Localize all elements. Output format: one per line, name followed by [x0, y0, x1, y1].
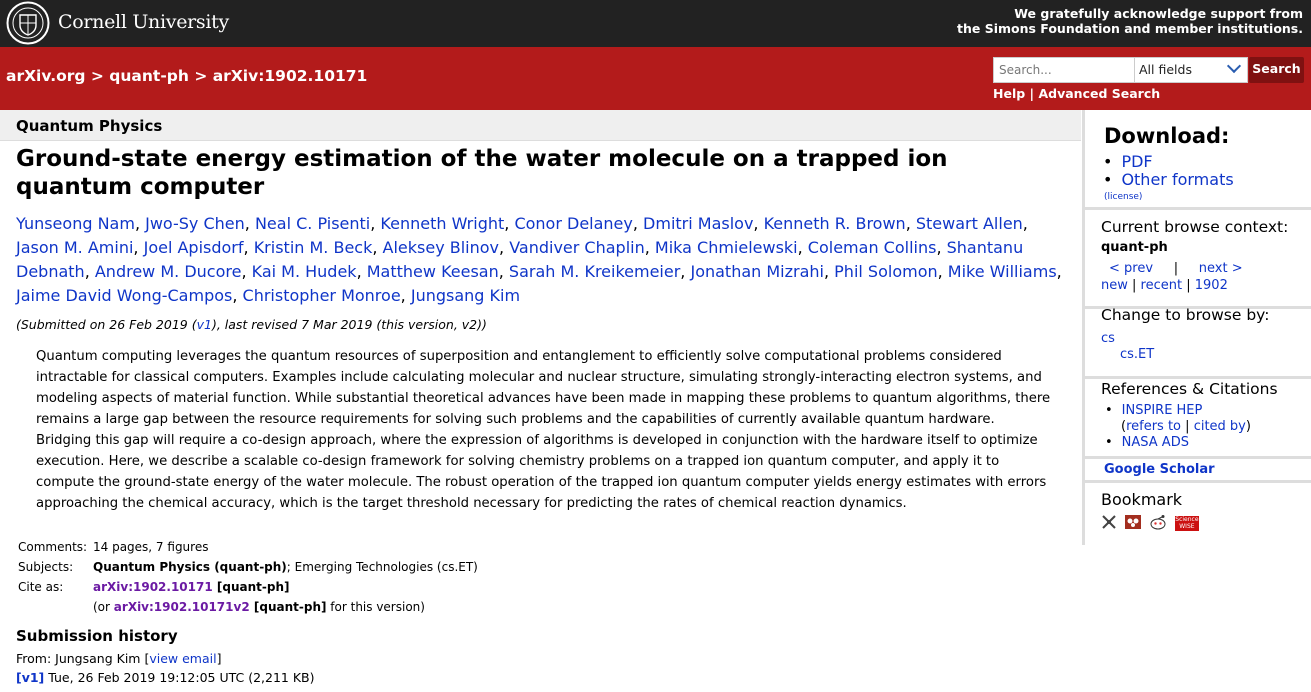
google-scholar-link[interactable]: Google Scholar	[1104, 462, 1215, 477]
metadata-table	[18, 537, 478, 617]
change-browse-title: Change to browse by:	[1101, 306, 1270, 324]
subjects-label: Subjects:	[18, 560, 74, 574]
search-field-value: All fields	[1139, 62, 1192, 77]
author-link[interactable]: Kristin M. Beck	[253, 238, 373, 257]
submission-history-title: Submission history	[16, 627, 178, 645]
sciencewise-icon[interactable]	[1175, 516, 1199, 531]
browse-cs-link[interactable]: cs	[1101, 331, 1115, 346]
breadcrumb	[6, 67, 367, 85]
author-link[interactable]: Jaime David Wong-Campos	[16, 286, 233, 305]
bibsonomy-icon[interactable]	[1101, 514, 1117, 534]
cornell-header	[0, 0, 1311, 47]
subjects-row	[18, 557, 478, 577]
author-link[interactable]: Jungsang Kim	[410, 286, 521, 305]
author-link[interactable]: Phil Solomon	[834, 262, 938, 281]
author-link[interactable]: Jonathan Mizrahi	[690, 262, 824, 281]
reference-sub: (refers to | cited by)	[1121, 419, 1251, 434]
other-subjects: ; Emerging Technologies (cs.ET)	[286, 560, 478, 574]
submitted-pre: (Submitted on 26 Feb 2019 (	[16, 317, 197, 332]
submitter	[16, 651, 221, 666]
author-link[interactable]: Sarah M. Kreikemeier	[508, 262, 681, 281]
author-link[interactable]: Kenneth Wright	[380, 214, 505, 233]
recent-link[interactable]: recent	[1140, 278, 1183, 293]
download-title: Download:	[1104, 124, 1230, 148]
cite-row	[18, 577, 478, 597]
subject-title: Quantum Physics	[16, 117, 163, 135]
extra-services-sidebar	[1082, 110, 1311, 545]
pdf-link[interactable]: PDF	[1121, 152, 1153, 171]
arxiv-header	[0, 47, 1311, 110]
author-link[interactable]: Neal C. Pisenti	[254, 214, 371, 233]
comments-row	[18, 537, 478, 557]
cornell-seal-icon[interactable]	[6, 1, 50, 45]
v1-text: Tue, 26 Feb 2019 19:12:05 UTC (2,211 KB)	[48, 670, 315, 685]
cite-or: (or	[93, 600, 110, 614]
from-post: ]	[216, 651, 222, 666]
browse-cs-et-link[interactable]: cs.ET	[1120, 347, 1155, 362]
breadcrumb-arxiv[interactable]: arXiv.org	[6, 67, 86, 85]
download-item	[1103, 171, 1234, 189]
refers-to-link[interactable]: refers to	[1126, 419, 1182, 434]
nav-sep: |	[1185, 419, 1190, 434]
cite-version-row	[18, 597, 478, 617]
other-formats-link[interactable]: Other formats	[1121, 170, 1234, 189]
author-list: Yunseong Nam, Jwo-Sy Chen, Neal C. Pisenti, Kenneth Wright, Conor Delaney, Dmitri Maslov, Kenneth R. Brown, Stewart Allen, Jason M. Amini, Joel Apisdorf, Kristin M. Beck, Aleksey Blinov, Vandiver Chaplin, Mika Chmielewski, Coleman Collins, Shantanu Debnath, Andrew M. Ducore, Kai M. Hudek, Matthew Keesan, Sarah M. Kreikemeier, Jonathan Mizrahi, Phil Solomon, Mike Williams, Jaime David Wong-Campos, Christopher Monroe, Jungsang Kim	[16, 214, 1062, 305]
breadcrumb-quant-ph[interactable]: quant-ph	[109, 67, 189, 85]
paper-title: Ground-state energy estimation of the water molecule on a trapped ion quantum computer	[16, 146, 948, 200]
bookmark-icons	[1101, 513, 1202, 534]
version-v1	[16, 670, 314, 685]
author-link[interactable]: Aleksey Blinov	[382, 238, 500, 257]
support-line-1: We gratefully acknowledge support from	[1014, 6, 1303, 21]
cite-cat: [quant-ph]	[216, 580, 290, 594]
author-link[interactable]: Coleman Collins	[807, 238, 937, 257]
author-link[interactable]: Andrew M. Ducore	[94, 262, 242, 281]
references-box	[1085, 376, 1311, 459]
license-link[interactable]: (license)	[1104, 192, 1143, 202]
abstract: Quantum computing leverages the quantum resources of superposition and entanglement to efficiently solve computational problems considered intractable for classical computers. Examples include calculating molecular and nuclear structure, simulating strongly-interacting electron systems, and modeling aspects of material function. While substantial theoretical advances have been made in mapping these problems to quantum algorithms, there remains a large gap between the resource requirements for solving such problems and the capabilities of currently available quantum hardware. Bridging this gap will require a co-design approach, where the expression of algorithms is developed in conjunction with the hardware itself to optimize execution. Here, we describe a scalable co-design framework for solving chemistry problems on a trapped ion quantum computer, and apply it to compute the ground-state energy of the water molecule. The robust operation of the trapped ion quantum computer yields energy estimates with errors approaching the chemical accuracy, which is the target threshold necessary for predicting the rates of chemical reaction dynamics.	[36, 349, 1051, 511]
search-input[interactable]: Search...	[993, 57, 1135, 83]
v1-version-link[interactable]: [v1]	[16, 670, 45, 685]
submission-info	[16, 317, 487, 332]
browse-context-title: Current browse context:	[1101, 218, 1289, 236]
author-link[interactable]: Christopher Monroe	[242, 286, 401, 305]
change-browse-box	[1085, 306, 1311, 379]
search-field-select[interactable]	[1134, 57, 1248, 83]
download-item	[1103, 153, 1234, 171]
browse-prev-next	[1109, 261, 1243, 276]
inspire-link[interactable]: INSPIRE HEP	[1121, 403, 1203, 418]
new-link[interactable]: new	[1101, 278, 1128, 293]
cite-v2-post: for this version)	[330, 600, 425, 614]
cite-label: Cite as:	[18, 580, 64, 594]
scholar-divider	[1085, 478, 1311, 483]
author-link[interactable]: Conor Delaney	[514, 214, 633, 233]
from-pre: From: Jungsang Kim [	[16, 651, 150, 666]
primary-subject: Quantum Physics (quant-ph)	[93, 560, 287, 574]
nasa-ads-link[interactable]: NASA ADS	[1121, 435, 1189, 450]
view-email-link[interactable]: view email	[149, 651, 217, 666]
breadcrumb-sep: >	[90, 67, 104, 85]
cite-v2-link[interactable]: arXiv:1902.10171v2	[113, 600, 250, 614]
author-link[interactable]: Vandiver Chaplin	[509, 238, 645, 257]
link-sep: |	[1029, 86, 1035, 101]
nav-sep: |	[1186, 278, 1191, 293]
author-link[interactable]: Jwo-Sy Chen	[145, 214, 245, 233]
author-link[interactable]: Stewart Allen	[915, 214, 1023, 233]
support-line-2: the Simons Foundation and member institutions.	[957, 21, 1303, 36]
chevron-down-icon	[1227, 59, 1241, 73]
author-link[interactable]: Joel Apisdorf	[143, 238, 244, 257]
search-help-links	[993, 86, 1160, 101]
year-link[interactable]: 1902	[1194, 278, 1228, 293]
comments-label: Comments:	[18, 540, 88, 554]
nav-sep: |	[1173, 261, 1179, 276]
author-link[interactable]: Mika Chmielewski	[654, 238, 798, 257]
author-link[interactable]: Dmitri Maslov	[643, 214, 754, 233]
author-link[interactable]: Kenneth R. Brown	[763, 214, 906, 233]
breadcrumb-sep: >	[194, 67, 208, 85]
references-title: References & Citations	[1101, 380, 1278, 398]
search-button[interactable]: Search	[1249, 57, 1304, 83]
cite-id-link[interactable]: arXiv:1902.10171	[93, 580, 213, 594]
author-link[interactable]: Jason M. Amini	[16, 238, 134, 257]
submitted-post: ), last revised 7 Mar 2019 (this version, v2))	[211, 317, 487, 332]
v1-link[interactable]: v1	[196, 317, 212, 332]
advanced-search-link[interactable]: Advanced Search	[1038, 86, 1161, 101]
author-link[interactable]: Matthew Keesan	[366, 262, 499, 281]
browse-list-links	[1101, 278, 1228, 293]
breadcrumb-paper-id[interactable]: arXiv:1902.10171	[212, 67, 368, 85]
author-link[interactable]: Shantanu Debnath	[16, 238, 1024, 281]
reddit-icon[interactable]	[1149, 514, 1167, 534]
subject-header	[0, 110, 1081, 141]
comments-value: 14 pages, 7 figures	[93, 540, 209, 554]
help-link[interactable]: Help	[993, 86, 1026, 101]
university-name[interactable]: Cornell University	[58, 11, 229, 33]
cite-v2-cat: [quant-ph]	[253, 600, 327, 614]
support-acknowledgement	[957, 6, 1303, 36]
nav-sep: |	[1132, 278, 1137, 293]
sciencewise-label: Science WISE	[1175, 516, 1199, 530]
mendeley-icon[interactable]	[1125, 514, 1141, 534]
cited-by-link[interactable]: cited by	[1193, 419, 1246, 434]
author-link[interactable]: Kai M. Hudek	[251, 262, 357, 281]
author-link[interactable]: Yunseong Nam	[16, 214, 135, 233]
download-list	[1103, 153, 1234, 189]
bookmark-title: Bookmark	[1101, 490, 1183, 509]
prev-link[interactable]: < prev	[1109, 261, 1154, 276]
browse-context-value: quant-ph	[1101, 240, 1168, 255]
author-link[interactable]: Mike Williams	[947, 262, 1057, 281]
next-link[interactable]: next >	[1198, 261, 1243, 276]
